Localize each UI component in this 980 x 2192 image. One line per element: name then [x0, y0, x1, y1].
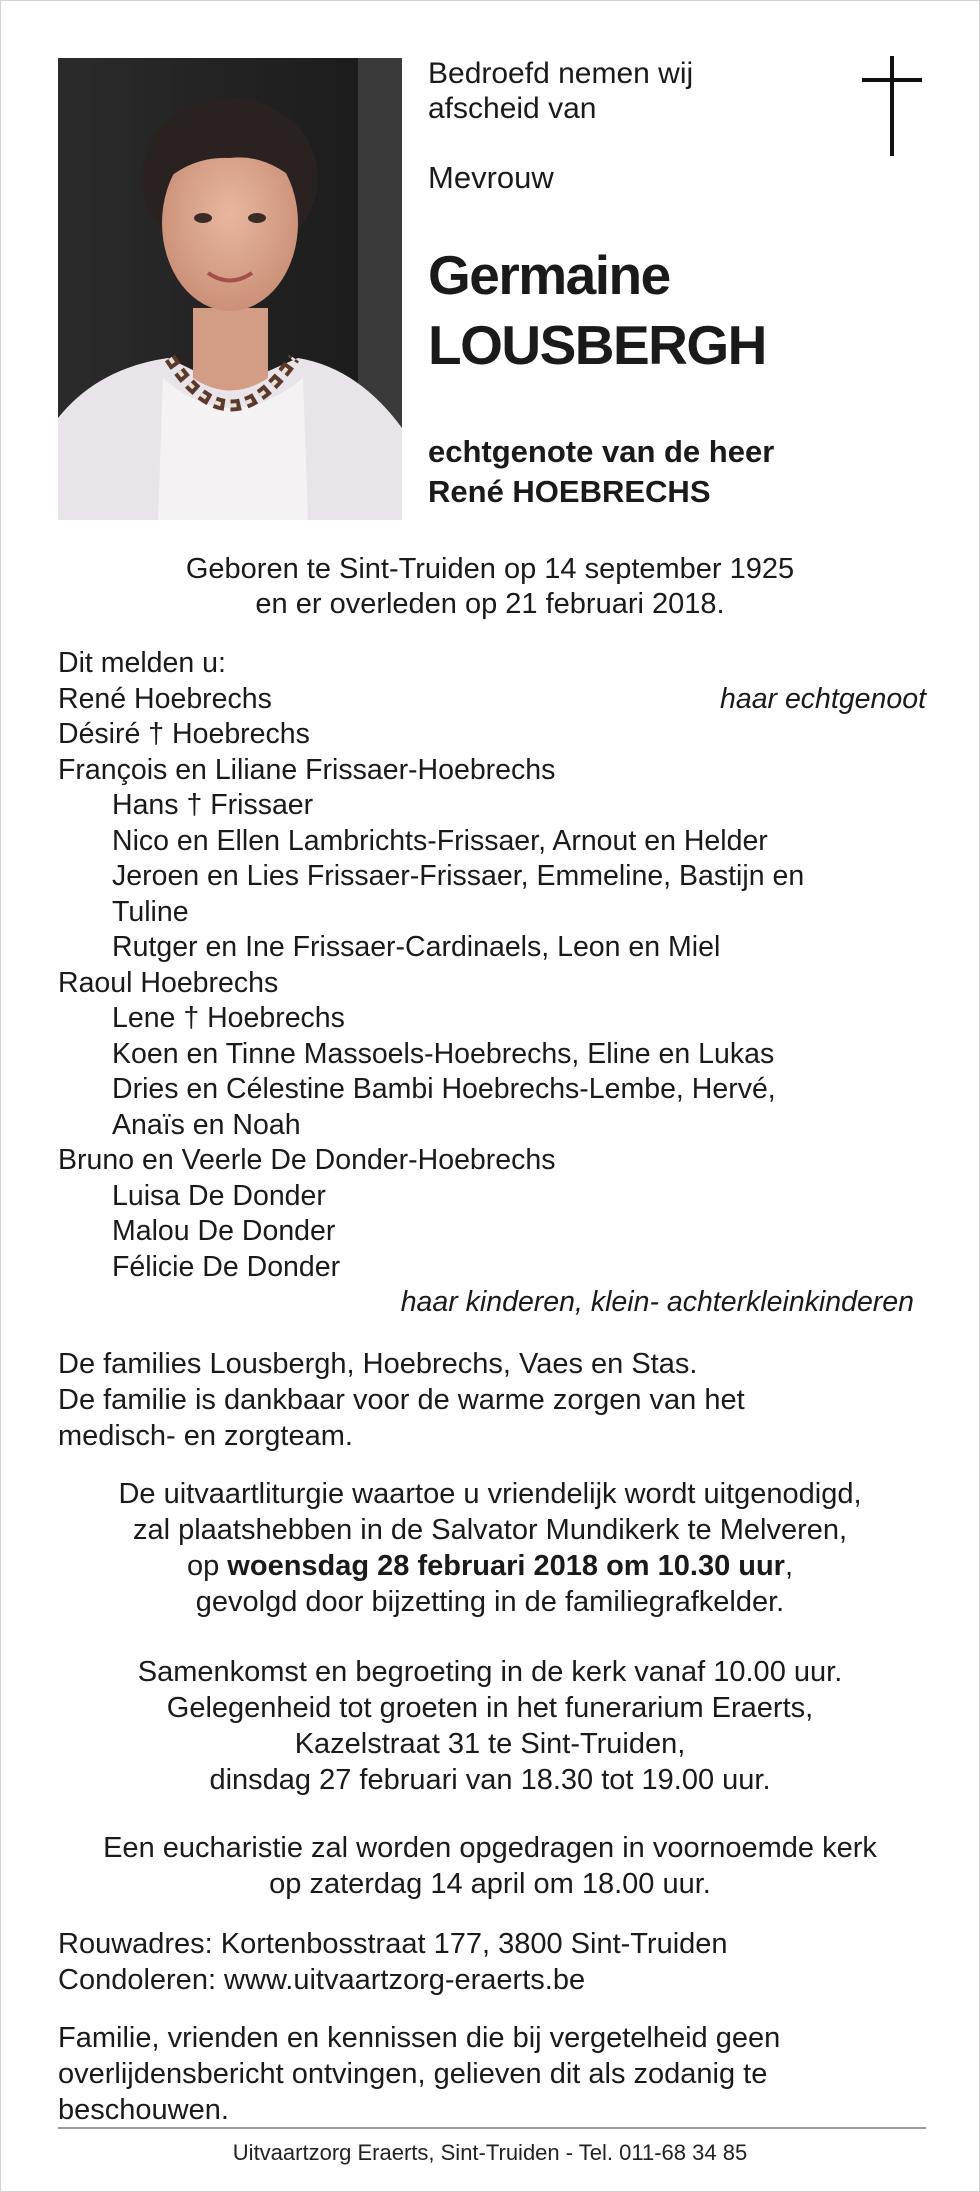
mass-info: [58, 1830, 922, 1902]
intro-text: [428, 56, 768, 126]
spouse-info: [428, 432, 774, 512]
list-item-spouse: [58, 682, 926, 718]
meeting-line-4: dinsdag 27 februari van 18.30 tot 19.00 uur.: [209, 1764, 771, 1796]
mourners-heading: Dit melden u:: [58, 647, 226, 679]
meeting-line-2: Gelegenheid tot groeten in het funerarium Eraerts,: [166, 1692, 814, 1724]
list-item: Hans † Frissaer: [112, 789, 314, 821]
list-item: Jeroen en Lies Frissaer-Frissaer, Emmeline, Bastijn en: [112, 860, 805, 892]
list-item: Bruno en Veerle De Donder-Hoebrechs: [58, 1144, 556, 1176]
intro-line-2: afscheid van: [428, 92, 597, 125]
portrait-photo: [58, 58, 402, 520]
list-item: Nico en Ellen Lambrichts-Frissaer, Arnout en Helder: [112, 824, 768, 857]
meeting-info: [58, 1654, 922, 1798]
disclaimer-line-3: beschouwen.: [58, 2094, 229, 2126]
intro-line-1: Bedroefd nemen wij: [428, 57, 694, 90]
liturgy-suffix: ,: [784, 1550, 794, 1582]
liturgy-line-2: zal plaatshebben in de Salvator Mundikerk te Melveren,: [132, 1514, 848, 1546]
families-line-2: De familie is dankbaar voor de warme zorgen van het: [58, 1384, 745, 1416]
address-line: Rouwadres: Kortenbosstraat 177, 3800 Sint-Truiden: [58, 1928, 728, 1960]
meeting-line-1: Samenkomst en begroeting in de kerk vanaf 10.00 uur.: [137, 1656, 843, 1688]
deceased-name: [428, 240, 766, 380]
mass-line-2: op zaterdag 14 april om 18.00 uur.: [269, 1868, 711, 1900]
spouse-line-2: René HOEBRECHS: [428, 474, 711, 509]
cross-icon: [862, 56, 922, 156]
list-item: Malou De Donder: [112, 1215, 336, 1247]
list-item: François en Liliane Frissaer-Hoebrechs: [58, 753, 556, 786]
footer-text: Uitvaartzorg Eraerts, Sint-Truiden - Tel. 011-68 34 85: [232, 2140, 748, 2165]
liturgy-line-1: De uitvaartliturgie waartoe u vriendelijk wordt uitgenodigd,: [118, 1478, 862, 1510]
list-item: Rutger en Ine Frissaer-Cardinaels, Leon en Miel: [112, 931, 721, 963]
families-text: [58, 1346, 922, 1454]
list-item: Lene † Hoebrechs: [112, 1002, 345, 1034]
disclaimer-line-2: overlijdensbericht ontvingen, gelieven dit als zodanig te: [58, 2058, 768, 2090]
liturgy-line-3: [58, 1548, 922, 1584]
list-item: Tuline: [112, 895, 189, 928]
spouse-line-1: echtgenote van de heer: [428, 434, 775, 469]
liturgy-date: woensdag 28 februari 2018 om 10.30 uur: [227, 1550, 785, 1582]
disclaimer-line-1: Familie, vrienden en kennissen die bij vergetelheid geen: [58, 2022, 781, 2054]
mass-line-1: Een eucharistie zal worden opgedragen in voornoemde kerk: [103, 1832, 877, 1864]
list-item: Anaïs en Noah: [112, 1108, 301, 1141]
mourners-list: [58, 646, 926, 1321]
children-role: haar kinderen, klein- achterkleinkinderen: [400, 1286, 914, 1318]
liturgy-line-4: gevolgd door bijzetting in de familiegrafkelder.: [195, 1586, 785, 1618]
list-item: Félicie De Donder: [112, 1250, 341, 1283]
portrait-illustration: [58, 58, 402, 520]
honorific-title: Mevrouw: [428, 160, 554, 195]
death-line: en er overleden op 21 februari 2018.: [255, 588, 725, 620]
mourners-entries: [58, 717, 922, 1285]
condolences-line[interactable]: Condoleren: www.uitvaartzorg-eraerts.be: [58, 1964, 586, 1996]
list-item: Raoul Hoebrechs: [58, 966, 279, 999]
list-item: Koen en Tinne Massoels-Hoebrechs, Eline en Lukas: [112, 1037, 775, 1070]
list-item: Luisa De Donder: [112, 1179, 326, 1212]
liturgy-info: [58, 1476, 922, 1620]
meeting-line-3: Kazelstraat 31 te Sint-Truiden,: [294, 1728, 686, 1760]
birth-line: Geboren te Sint-Truiden op 14 september 1925: [185, 553, 795, 585]
families-line-1: De families Lousbergh, Hoebrechs, Vaes en Stas.: [58, 1348, 698, 1380]
spouse-name: René Hoebrechs: [58, 682, 272, 715]
list-item: Dries en Célestine Bambi Hoebrechs-Lembe, Hervé,: [112, 1073, 776, 1105]
last-name: LOUSBERGH: [428, 314, 766, 376]
footer-divider: [58, 2127, 926, 2129]
families-line-3: medisch- en zorgteam.: [58, 1420, 353, 1452]
notice-disclaimer: [58, 2020, 922, 2128]
birth-death-info: [58, 552, 922, 622]
spouse-role: haar echtgenoot: [720, 682, 926, 715]
liturgy-prefix: op: [186, 1550, 228, 1582]
list-item: Désiré † Hoebrechs: [58, 718, 310, 750]
first-name: Germaine: [428, 244, 670, 306]
contact-info: [58, 1926, 922, 1998]
